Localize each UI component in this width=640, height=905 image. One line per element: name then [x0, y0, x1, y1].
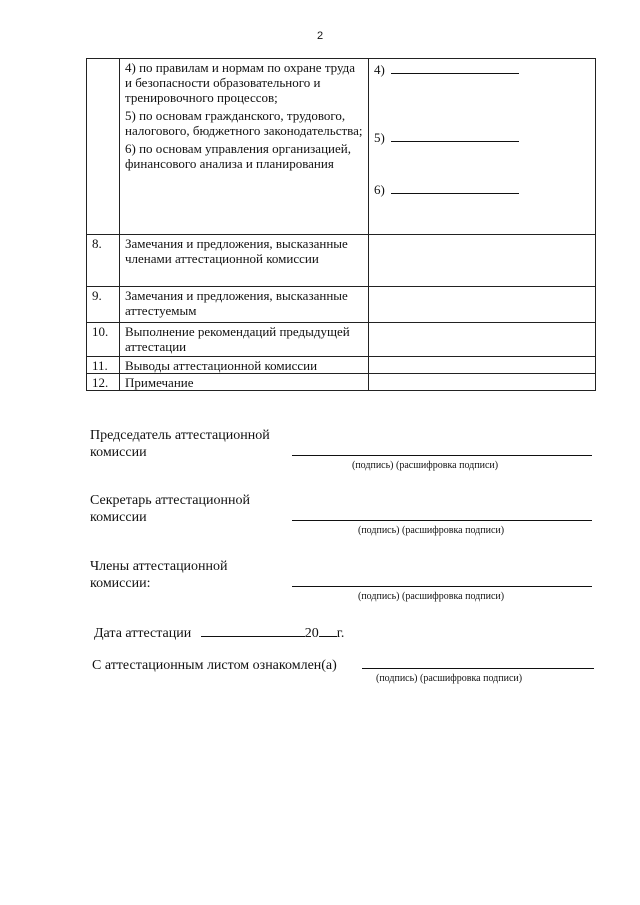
members-signature-line	[292, 586, 592, 587]
date-suffix: г.	[336, 626, 345, 641]
row-number-cell: 12.	[87, 374, 120, 391]
secretary-signature-caption: (подпись) (расшифровка подписи)	[358, 525, 505, 536]
members-signature-caption: (подпись) (расшифровка подписи)	[358, 591, 505, 602]
answer-line-5: 5)	[374, 129, 519, 145]
row-value-cell	[369, 374, 596, 391]
row-number-cell: 9.	[87, 287, 120, 323]
attestation-table	[86, 58, 596, 391]
acquainted-signature-caption: (подпись) (расшифровка подписи)	[376, 673, 523, 684]
page-number: 2	[316, 30, 324, 42]
row-value-cell	[369, 235, 596, 287]
secretary-signature-line	[292, 520, 592, 521]
date-year: 20	[304, 626, 319, 641]
row-value-cell	[369, 323, 596, 357]
table-row	[87, 287, 596, 323]
date-year-line	[319, 623, 337, 637]
chairman-signature-caption: (подпись) (расшифровка подписи)	[352, 460, 499, 471]
members-label: Члены аттестационной комиссии:	[90, 559, 228, 591]
row-number-cell	[87, 59, 120, 235]
acquainted-signature-line	[362, 668, 594, 669]
chairman-signature-line	[292, 455, 592, 456]
table-row	[87, 357, 596, 374]
list-item: 6) по основам управления организацией, финансового анализа и планирования	[125, 141, 351, 171]
row-number-cell: 8.	[87, 235, 120, 287]
table-row	[87, 235, 596, 287]
row-description-cell: Примечание	[120, 374, 369, 391]
row-description-cell: Замечания и предложения, высказанные членами аттестационной комиссии	[120, 235, 369, 287]
row-description-cell: Замечания и предложения, высказанные аттестуемым	[120, 287, 369, 323]
chairman-label: Председатель аттестационной комиссии	[90, 428, 270, 460]
date-day-month-line	[201, 623, 305, 637]
row-description-cell	[120, 59, 369, 235]
attestation-date	[94, 623, 344, 642]
row-number-cell: 11.	[87, 357, 120, 374]
row-number-cell: 10.	[87, 323, 120, 357]
table-row	[87, 374, 596, 391]
table-row	[87, 323, 596, 357]
row-description-cell: Выводы аттестационной комиссии	[120, 357, 369, 374]
list-item: 4) по правилам и нормам по охране труда и безопасности образовательного и тренировочного процессов;	[125, 60, 356, 105]
row-value-cell	[369, 357, 596, 374]
row-value-cell	[369, 59, 596, 235]
table-row	[87, 59, 596, 235]
row-description-cell: Выполнение рекомендаций предыдущей аттестации	[120, 323, 369, 357]
answer-line-6: 6)	[374, 181, 519, 197]
acquainted-label: С аттестационным листом ознакомлен(а)	[92, 658, 337, 673]
row-value-cell	[369, 287, 596, 323]
answer-line-4: 4)	[374, 61, 519, 77]
secretary-label: Секретарь аттестационной комиссии	[90, 493, 250, 525]
list-item: 5) по основам гражданского, трудового, налогового, бюджетного законодательства;	[125, 108, 363, 138]
date-label: Дата аттестации	[94, 626, 192, 641]
